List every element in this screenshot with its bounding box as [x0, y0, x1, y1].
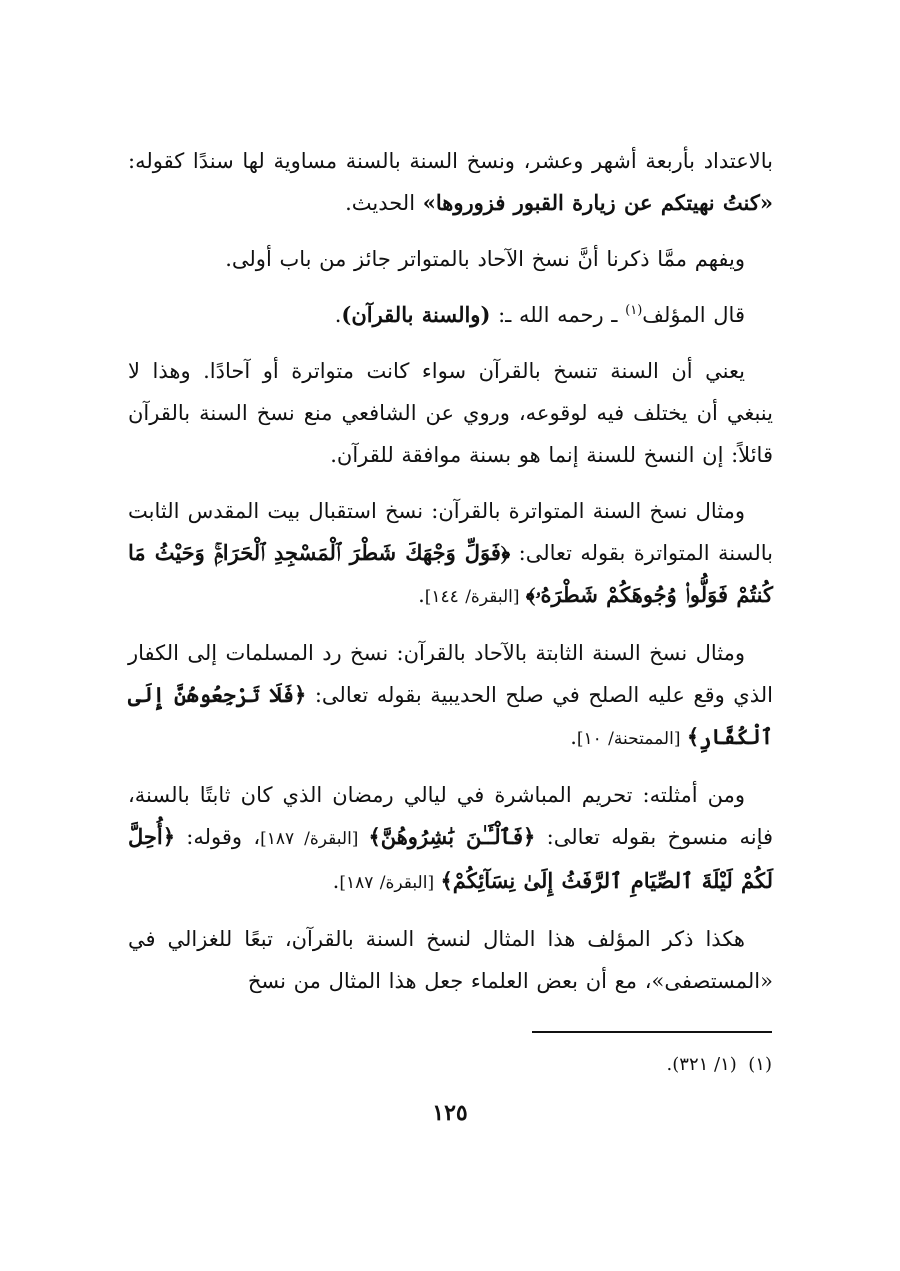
paragraph-1 [128, 140, 773, 224]
footnote-divider [532, 1031, 772, 1033]
paragraph-5 [128, 490, 773, 618]
paragraph-8 [128, 918, 773, 1002]
paragraph-1-text: بالاعتداد بأربعة أشهر وعشر، ونسخ السنة بالسنة مساوية لها سندًا كقوله: [128, 149, 773, 173]
quran-verse-1: ﴿فَوَلِّ وَجْهَكَ شَطْرَ ٱلْمَسْجِدِ ٱلْحَرَامِۚ وَحَيْثُ مَا كُنتُمْ فَوَلُّوا۟ وُجُوهَكُمْ شَطْرَهُۥ﴾ [128, 540, 773, 607]
paragraph-5-text: ومثال نسخ السنة المتواترة بالقرآن: نسخ استقبال بيت المقدس الثابت بالسنة المتواترة بقوله تعالى: [128, 499, 774, 565]
paragraph-7-mid: ، وقوله: [175, 825, 261, 849]
footnote-marker: (١) [625, 303, 643, 318]
paragraph-8-text: هكذا ذكر المؤلف هذا المثال لنسخ السنة بالقرآن، تبعًا للغزالي في «المستصفى»، مع أن بعض العلماء جعل هذا المثال من نسخ [128, 927, 773, 993]
paragraph-1-after: الحديث. [345, 191, 423, 215]
page-body [128, 140, 773, 1016]
paragraph-3 [128, 294, 773, 336]
paragraph-3-text2: ـ رحمه الله ـ: [490, 303, 626, 327]
paragraph-2-text: ويفهم ممَّا ذكرنا أنَّ نسخ الآحاد بالمتواتر جائز من باب أولى. [225, 247, 745, 271]
paragraph-6-text: ومثال نسخ السنة الثابتة بالآحاد بالقرآن: نسخ رد المسلمات إلى الكفار الذي وقع عليه الصلح في صلح الحديبية بقوله تعالى: [128, 641, 773, 707]
quran-verse-3: ﴿فَٱلْـَٔـٰنَ بَٰشِرُوهُنَّ﴾ [368, 824, 536, 849]
verse-reference-3: [البقرة/ ١٨٧] [260, 829, 369, 849]
footnote-text: (١/ ٣٢١). [666, 1054, 737, 1075]
verse-reference-4: [البقرة/ ١٨٧] [339, 873, 441, 893]
paragraph-3-text: قال المؤلف [642, 303, 745, 327]
quran-verse-4: ﴿أُحِلَّ لَكُمْ لَيْلَةَ ٱلصِّيَامِ ٱلرَّفَثُ إِلَىٰ نِسَآئِكُمْ﴾ [128, 824, 773, 893]
paragraph-5-after: . [418, 583, 425, 607]
paragraph-3-after: . [334, 303, 342, 327]
paragraph-6 [128, 632, 773, 760]
footnote [127, 1050, 772, 1080]
paragraph-7 [128, 774, 773, 904]
quran-verse-2: ﴿فَلَا تَرْجِعُوهُنَّ إِلَى ٱلْكُفَّارِ﴾ [128, 682, 773, 749]
author-quote: (والسنة بالقرآن) [341, 302, 491, 327]
hadith-quote: «كنتُ نهيتكم عن زيارة القبور فزوروها» [422, 190, 773, 215]
paragraph-4 [128, 350, 773, 476]
paragraph-6-after: . [570, 725, 577, 749]
paragraph-4-text: يعني أن السنة تنسخ بالقرآن سواء كانت متواترة أو آحادًا. وهذا لا ينبغي أن يختلف فيه لوقوعه، وروي عن الشافعي منع نسخ السنة بالقرآن قائلاً: إن النسخ للسنة إنما هو بسنة موافقة للقرآن. [128, 359, 773, 467]
verse-reference-2: [الممتحنة/ ١٠] [576, 729, 687, 749]
verse-reference-1: [البقرة/ ١٤٤] [424, 587, 526, 607]
page-number: ١٢٥ [432, 1100, 468, 1126]
paragraph-7-after: . [332, 869, 340, 893]
footnote-marker-bottom: (١) [748, 1054, 772, 1075]
paragraph-2 [128, 238, 773, 280]
paragraph-7-text: ومن أمثلته: تحريم المباشرة في ليالي رمضان الذي كان ثابتًا بالسنة، فإنه منسوخ بقوله تعالى: [128, 783, 774, 849]
